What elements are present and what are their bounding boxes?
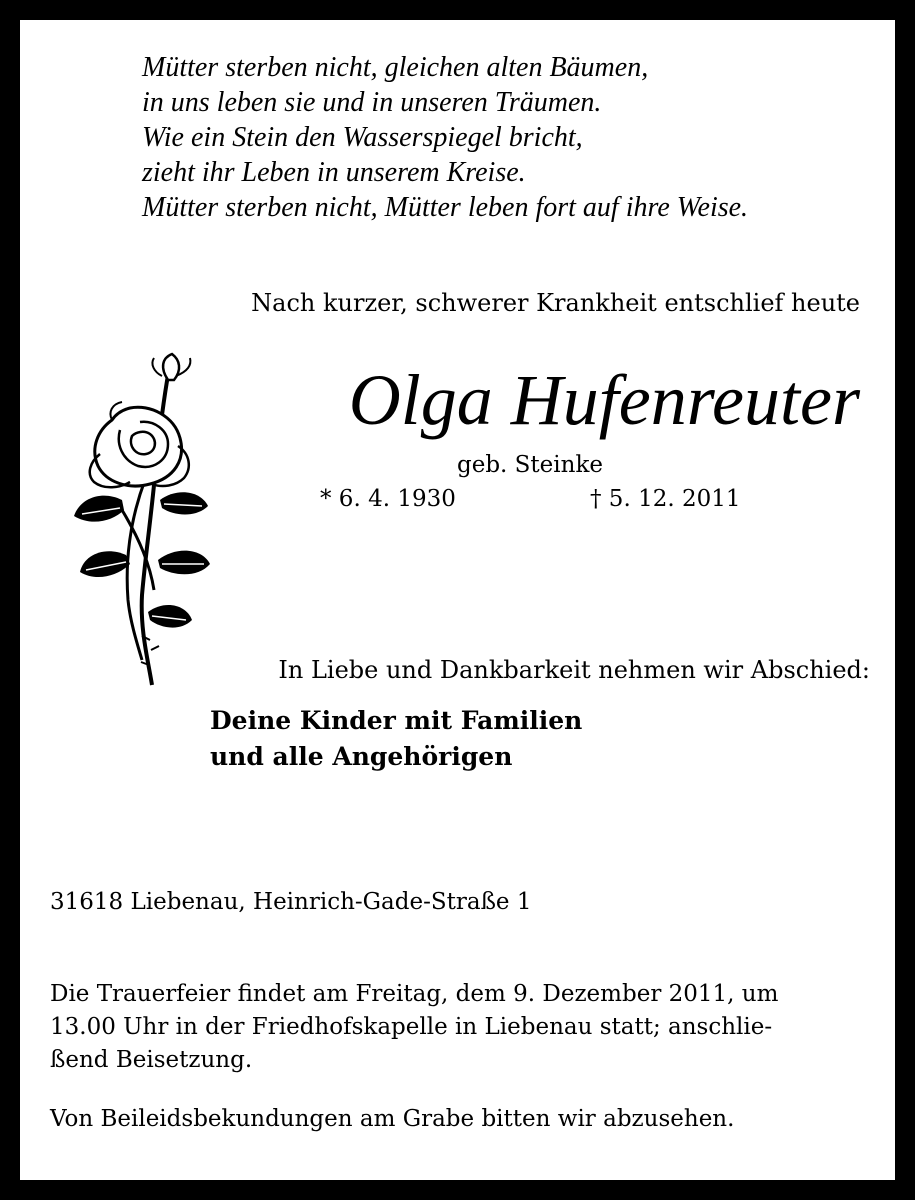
mourners xyxy=(210,703,582,775)
poem-line: Mütter sterben nicht, gleichen alten Bäumen, xyxy=(142,52,649,83)
address: 31618 Liebenau, Heinrich-Gade-Straße 1 xyxy=(50,889,532,915)
service-line: Die Trauerfeier findet am Freitag, dem 9. Dezember 2011, um xyxy=(50,981,779,1007)
service-line: 13.00 Uhr in der Friedhofskapelle in Liebenau statt; anschlie- xyxy=(50,1014,773,1040)
poem-line: Wie ein Stein den Wasserspiegel bricht, xyxy=(142,122,583,153)
intro-text: Nach kurzer, schwerer Krankheit entschlief heute xyxy=(251,289,860,317)
service-line: ßend Beisetzung. xyxy=(50,1047,253,1073)
condolence-note: Von Beileidsbekundungen am Grabe bitten wir abzusehen. xyxy=(50,1106,735,1132)
birth-date: * 6. 4. 1930 xyxy=(320,486,456,512)
poem-line: zieht ihr Leben in unserem Kreise. xyxy=(142,157,526,188)
maiden-name: geb. Steinke xyxy=(456,452,603,478)
funeral-service-info xyxy=(50,978,865,1077)
death-date: † 5. 12. 2011 xyxy=(590,486,741,512)
farewell-text: In Liebe und Dankbarkeit nehmen wir Abschied: xyxy=(278,656,870,684)
poem-line: in uns leben sie und in unseren Träumen. xyxy=(142,87,602,118)
poem-line: Mütter sterben nicht, Mütter leben fort auf ihre Weise. xyxy=(142,192,749,223)
deceased-name: Olga Hufenreuter xyxy=(348,360,860,440)
mourners-line: und alle Angehörigen xyxy=(210,742,513,771)
memorial-poem xyxy=(142,50,902,225)
mourners-line: Deine Kinder mit Familien xyxy=(210,706,583,735)
